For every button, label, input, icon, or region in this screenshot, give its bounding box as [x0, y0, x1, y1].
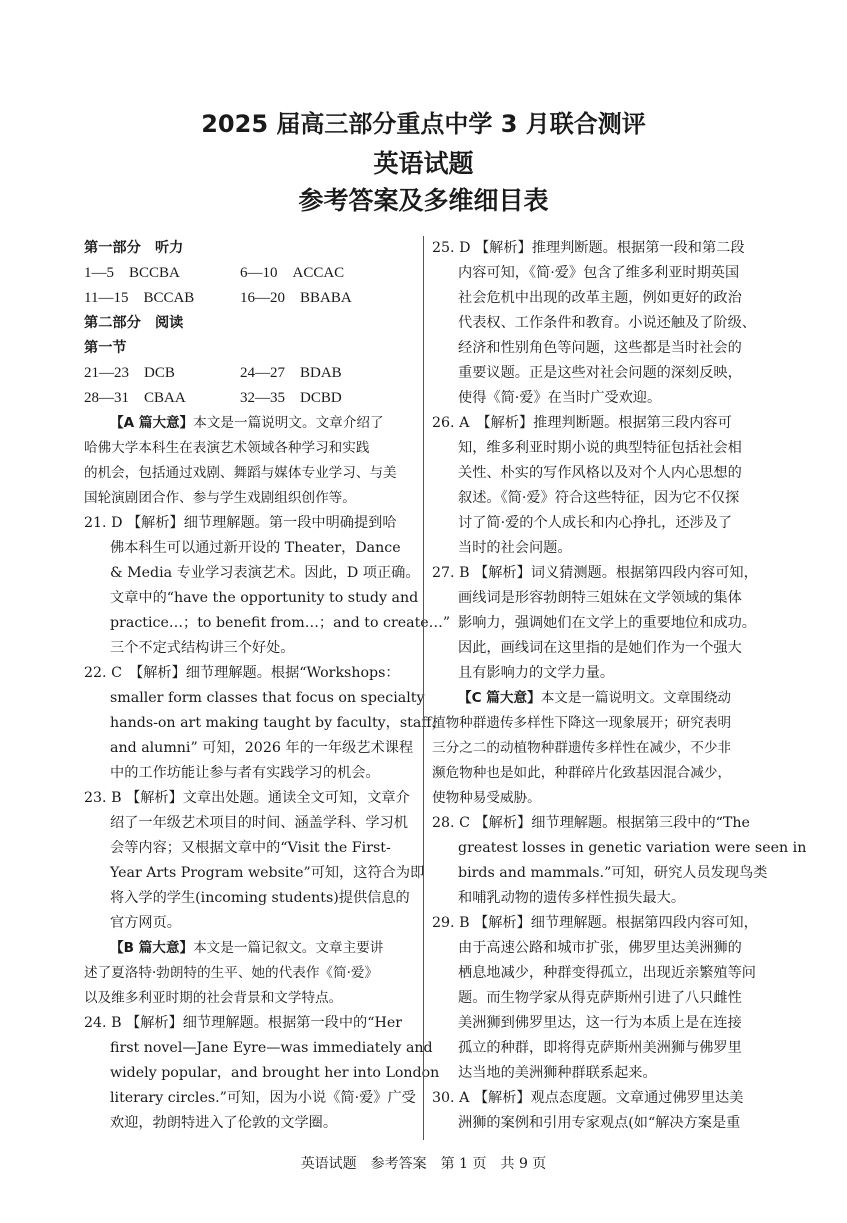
page-footer: 英语试题 参考答案 第 1 页 共 9 页 [300, 1156, 547, 1172]
answer-group: 16—20 BBABA [240, 290, 352, 306]
explanation-line: 且有影响力的文学力量。 [458, 665, 615, 681]
passage-summary [432, 686, 766, 711]
explanation-line: 使得《简·爱》在当时广受欢迎。 [458, 390, 662, 406]
summary-text: 本文是一篇说明文。文章围绕动 [540, 690, 731, 706]
explanation-line: 因此，画线词在这里指的是她们作为一个强大 [458, 640, 742, 656]
explanation-line: 代表权、工作条件和教育。小说还触及了阶级、 [458, 315, 756, 331]
explanation-line: 由于高速公路和城市扩张，佛罗里达美洲狮的 [458, 940, 742, 956]
answer-group: 6—10 ACCAC [240, 265, 345, 281]
explanation-line: 经济和性别角色等问题，这些都是当时社会的 [458, 340, 742, 356]
explanation-line: 美洲狮到佛罗里达，这一行为本质上是在连接 [458, 1015, 742, 1031]
passage-summary [84, 411, 418, 436]
passage-summary-line: 述了夏洛特·勃朗特的生平、她的代表作《简·爱》 [84, 965, 379, 981]
explanation-line: 将入学的学生(incoming students)提供信息的 [110, 890, 410, 906]
answer-group: 1—5 BCCBA [84, 265, 180, 281]
explanation-line: 官方网页。 [110, 915, 181, 931]
explanation-line: 知，维多利亚时期小说的典型特征包括社会相 [458, 440, 742, 456]
passage-summary [84, 936, 418, 961]
explanation-line: 影响力，强调她们在文学上的重要地位和成功。 [458, 615, 756, 631]
explanation-line: literary circles.”可知，因为小说《简·爱》广受 [110, 1090, 416, 1106]
explanation-line: 文章中的“have the opportunity to study and [110, 590, 419, 606]
explanation-line: 三个不定式结构讲三个好处。 [110, 640, 295, 656]
explanation-line: 欢迎，勃朗特进入了伦敦的文学圈。 [110, 1115, 338, 1131]
explanation-line: 达当地的美洲狮种群联系起来。 [458, 1065, 657, 1081]
explanation-line: 和哺乳动物的遗传多样性损失最大。 [458, 890, 686, 906]
explanation-line: 佛本科生可以通过新开设的 Theater，Dance [110, 540, 401, 556]
exam-title: 2025 届高三部分重点中学 3 月联合测评 [201, 110, 646, 138]
answer-explanation: 27. B 【解析】词义猜测题。根据第四段内容可知， [432, 565, 758, 581]
answer-explanation: 25. D 【解析】推理判断题。根据第一段和第二段 [432, 240, 745, 256]
explanation-line: & Media 专业学习表演艺术。因此，D 项正确。 [110, 565, 420, 581]
column-divider [423, 236, 424, 1140]
passage-summary-line: 濒危物种也是如此，种群碎片化致基因混合减少， [432, 765, 732, 781]
answer-group: 11—15 BCCAB [84, 290, 195, 306]
answer-group: 21—23 DCB [84, 365, 175, 381]
passage-summary-line: 哈佛大学本科生在表演艺术领域各种学习和实践 [84, 440, 370, 456]
answer-key-title: 参考答案及多维细目表 [298, 186, 549, 215]
explanation-line: 重要议题。正是这些对社会问题的深刻反映， [458, 365, 742, 381]
explanation-line: greatest losses in genetic variation were seen in [458, 840, 807, 856]
answer-group: 32—35 DCBD [240, 390, 342, 406]
answer-row [84, 261, 418, 286]
summary-text: 本文是一篇记叙文。文章主要讲 [193, 940, 384, 956]
answer-group: 28—31 CBAA [84, 390, 186, 406]
answer-group: 24—27 BDAB [240, 365, 342, 381]
explanation-line: and alumni” 可知，2026 年的一年级艺术课程 [110, 740, 414, 756]
right-column [432, 236, 807, 1136]
summary-label: 【B 篇大意】 [110, 940, 194, 956]
section-heading: 第二部分 阅读 [84, 315, 184, 331]
answer-explanation: 21. D 【解析】细节理解题。第一段中明确提到哈 [84, 515, 397, 531]
answer-explanation: 28. C 【解析】细节理解题。根据第三段中的“The [432, 815, 750, 831]
explanation-line: 会等内容；又根据文章中的“Visit the First- [110, 840, 391, 856]
explanation-line: 叙述。《简·爱》符合这些特征，因为它不仅探 [458, 490, 740, 506]
answer-row [84, 286, 418, 311]
answer-row [84, 386, 418, 411]
summary-text: 本文是一篇说明文。文章介绍了 [193, 415, 384, 431]
explanation-line: 洲狮的案例和引用专家观点(如“解决方案是重 [458, 1115, 741, 1131]
subject-title: 英语试题 [373, 149, 474, 178]
explanation-line: 绍了一年级艺术项目的时间、涵盖学科、学习机 [110, 815, 408, 831]
explanation-line: 画线词是形容勃朗特三姐妹在文学领域的集体 [458, 590, 742, 606]
answer-explanation: 22. C 【解析】细节理解题。根据“Workshops： [84, 665, 400, 681]
passage-summary-line: 的机会，包括通过戏剧、舞蹈与媒体专业学习、与美 [84, 465, 397, 481]
explanation-line: smaller form classes that focus on specialty [110, 690, 425, 706]
explanation-line: 讨了简·爱的个人成长和内心挣扎，还涉及了 [458, 515, 733, 531]
explanation-line: 当时的社会问题。 [458, 540, 572, 556]
explanation-line: 内容可知，《简·爱》包含了维多利亚时期英国 [458, 265, 740, 281]
passage-summary-line: 以及维多利亚时期的社会背景和文学特点。 [84, 990, 343, 1006]
answer-explanation: 30. A 【解析】观点态度题。文章通过佛罗里达美 [432, 1090, 744, 1106]
passage-summary-line: 使物种易受威胁。 [432, 790, 541, 806]
explanation-line: 社会危机中出现的改革主题，例如更好的政治 [458, 290, 742, 306]
section-heading: 第一节 [84, 340, 127, 356]
explanation-line: widely popular，and brought her into London [110, 1065, 440, 1081]
answer-row [84, 361, 418, 386]
explanation-line: Year Arts Program website”可知，这符合为即 [110, 865, 425, 881]
explanation-line: 关性、朴实的写作风格以及对个人内心思想的 [458, 465, 742, 481]
explanation-line: 栖息地减少，种群变得孤立，出现近亲繁殖等问 [458, 965, 756, 981]
answer-explanation: 26. A 【解析】推理判断题。根据第三段内容可 [432, 415, 732, 431]
explanation-line: 中的工作坊能让参与者有实践学习的机会。 [110, 765, 380, 781]
passage-summary-line: 国轮演剧团合作、参与学生戏剧组织创作等。 [84, 490, 356, 506]
explanation-line: 题。而生物学家从得克萨斯州引进了八只雌性 [458, 990, 742, 1006]
explanation-line: first novel—Jane Eyre—was immediately and [110, 1040, 433, 1056]
answer-explanation: 24. B 【解析】细节理解题。根据第一段中的“Her [84, 1015, 403, 1031]
answer-explanation: 23. B 【解析】文章出处题。通读全文可知，文章介 [84, 790, 410, 806]
explanation-line: 孤立的种群，即将得克萨斯州美洲狮与佛罗里 [458, 1040, 742, 1056]
left-column [84, 236, 451, 1136]
passage-summary-line: 植物种群遗传多样性下降这一现象展开；研究表明 [432, 715, 732, 731]
summary-label: 【A 篇大意】 [110, 415, 194, 431]
explanation-line: birds and mammals.”可知，研究人员发现鸟类 [458, 865, 768, 881]
summary-label: 【C 篇大意】 [458, 690, 541, 706]
explanation-line: practice…；to benefit from…；and to create…” [110, 615, 451, 631]
explanation-line: hands-on art making taught by faculty，staff， [110, 715, 446, 731]
passage-summary-line: 三分之二的动植物种群遗传多样性在减少，不少非 [432, 740, 732, 756]
section-heading: 第一部分 听力 [84, 240, 184, 256]
answer-explanation: 29. B 【解析】细节理解题。根据第四段内容可知， [432, 915, 758, 931]
